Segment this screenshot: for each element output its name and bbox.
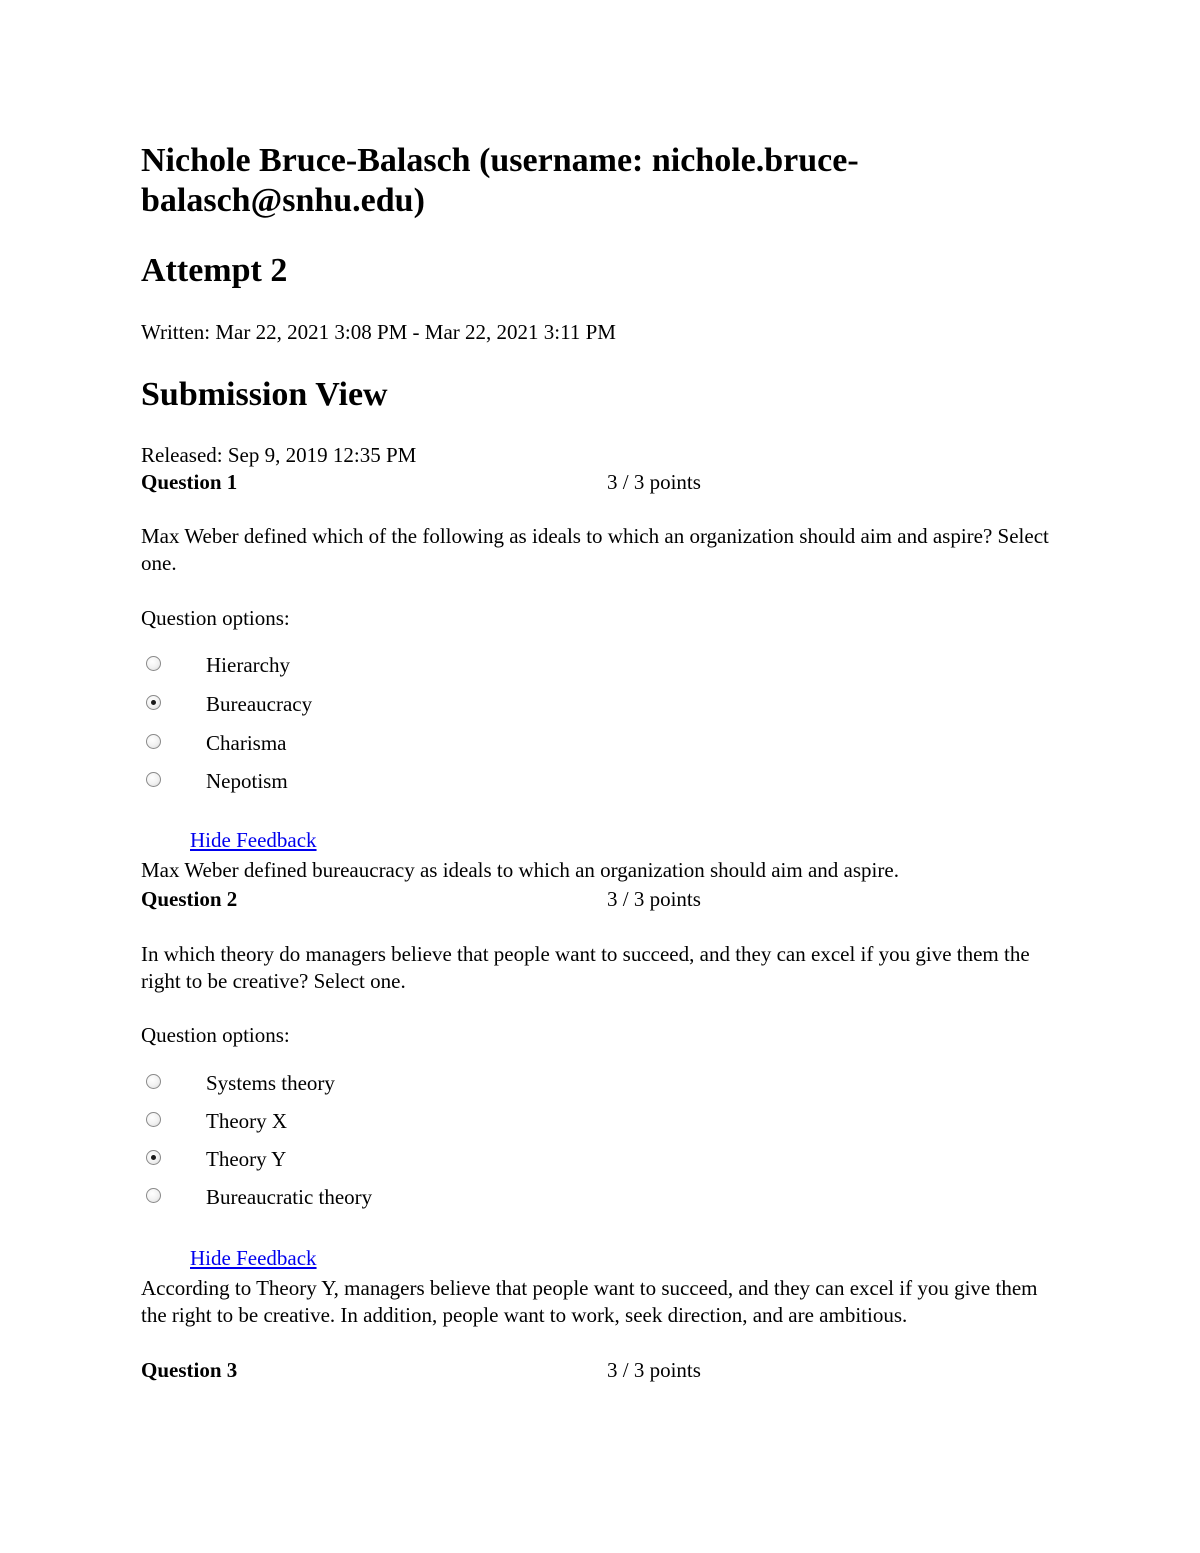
radio-button-selected[interactable] <box>146 695 161 710</box>
question-text: Max Weber defined which of the following as ideals to which an organization should aim and aspire? Select one. <box>141 524 1049 575</box>
question-points: 3 / 3 points <box>607 887 701 911</box>
question-header <box>141 469 841 496</box>
answer-option-label: Systems theory <box>206 1071 335 1095</box>
answer-option <box>141 691 641 718</box>
answer-option-label: Theory Y <box>206 1147 287 1171</box>
question-points: 3 / 3 points <box>607 1358 701 1382</box>
question-label: Question 2 <box>141 887 238 911</box>
answer-option <box>141 652 641 679</box>
answer-option-label: Hierarchy <box>206 653 290 677</box>
question-label: Question 3 <box>141 1358 238 1382</box>
radio-button[interactable] <box>146 1074 161 1089</box>
radio-button[interactable] <box>146 1188 161 1203</box>
answer-option-label: Theory X <box>206 1109 288 1133</box>
answer-option <box>141 1108 641 1135</box>
answer-option <box>141 1146 641 1173</box>
answer-option <box>141 1184 641 1211</box>
radio-button-selected[interactable] <box>146 1150 161 1165</box>
hide-feedback-link[interactable]: Hide Feedback <box>190 1246 317 1270</box>
student-name-heading: Nichole Bruce-Balasch (username: nichole.bruce-balasch@snhu.edu) <box>141 142 859 219</box>
feedback-text: According to Theory Y, managers believe that people want to succeed, and they can excel if you give them the right to be creative. In addition, people want to work, seek direction, and are ambitious. <box>141 1276 1038 1327</box>
radio-button[interactable] <box>146 1112 161 1127</box>
question-options-label: Question options: <box>141 606 290 630</box>
radio-button[interactable] <box>146 772 161 787</box>
question-text: In which theory do managers believe that people want to succeed, and they can excel if you give them the right to be creative? Select one. <box>141 942 1030 993</box>
radio-button[interactable] <box>146 656 161 671</box>
answer-option-label: Bureaucratic theory <box>206 1185 373 1209</box>
question-points: 3 / 3 points <box>607 470 701 494</box>
answer-option <box>141 1070 641 1097</box>
released-timestamp: Released: Sep 9, 2019 12:35 PM <box>141 443 417 467</box>
radio-button[interactable] <box>146 734 161 749</box>
submission-view-title: Submission View <box>141 376 388 413</box>
feedback-text: Max Weber defined bureaucracy as ideals to which an organization should aim and aspire. <box>141 858 899 882</box>
answer-option-label: Bureaucracy <box>206 692 313 716</box>
answer-option-label: Charisma <box>206 731 287 755</box>
answer-option <box>141 768 641 795</box>
hide-feedback-link[interactable]: Hide Feedback <box>190 828 317 852</box>
question-header <box>141 1357 841 1384</box>
question-header <box>141 886 841 913</box>
written-timestamp: Written: Mar 22, 2021 3:08 PM - Mar 22, 2021 3:11 PM <box>141 320 616 344</box>
question-label: Question 1 <box>141 470 238 494</box>
answer-option-label: Nepotism <box>206 769 288 793</box>
attempt-title: Attempt 2 <box>141 252 288 289</box>
question-options-label: Question options: <box>141 1023 290 1047</box>
answer-option <box>141 730 641 757</box>
